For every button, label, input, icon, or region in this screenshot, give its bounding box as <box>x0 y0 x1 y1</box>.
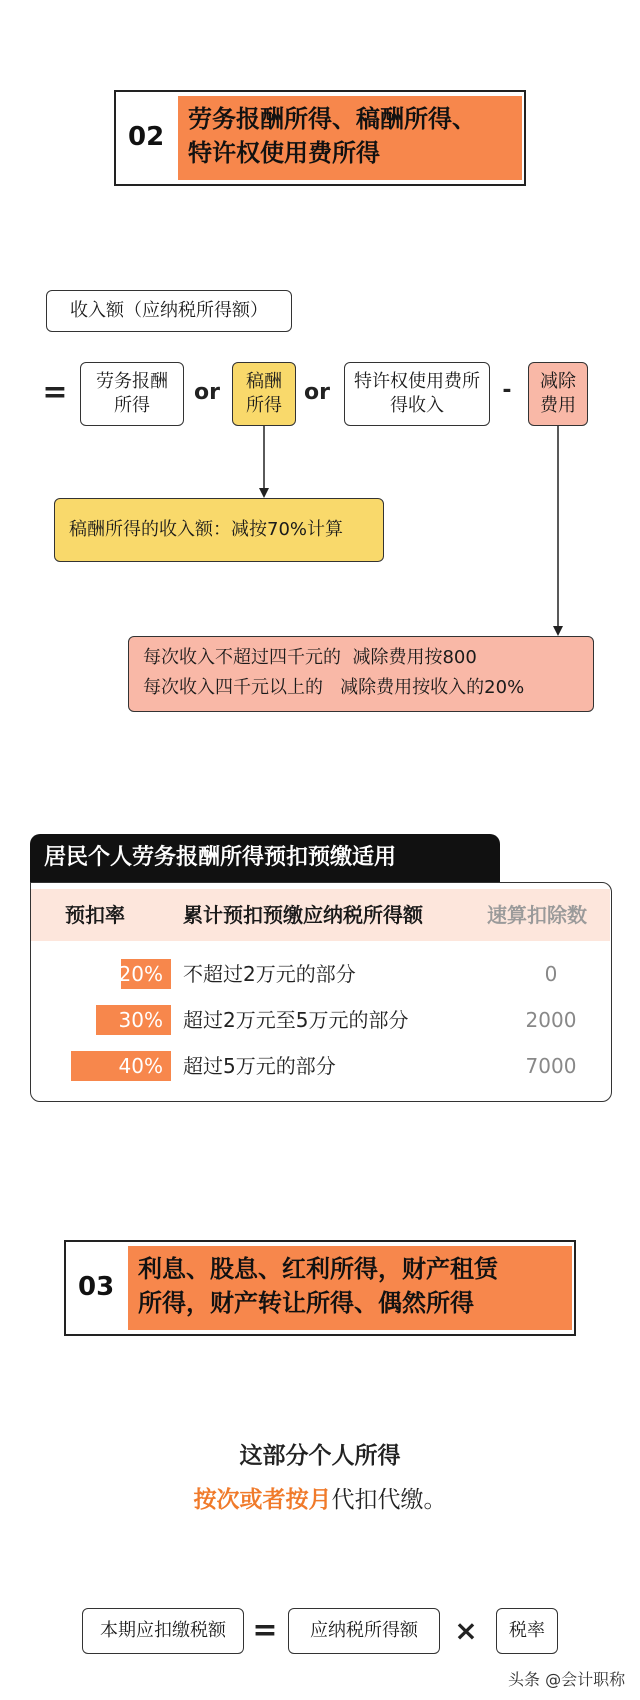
watermark: 头条 @会计职称 <box>508 1670 626 1689</box>
minus-sign: - <box>502 378 512 403</box>
statement <box>0 1434 640 1522</box>
quick-deduction: 2000 <box>525 1008 577 1032</box>
section-02-number: 02 <box>128 122 165 152</box>
rate-value: 30% <box>118 1008 163 1032</box>
labor-income-box <box>80 362 184 426</box>
section-02-title-line1: 劳务报酬所得、稿酬所得、 <box>188 105 476 133</box>
statement-rest: 代扣代缴。 <box>331 1487 447 1513</box>
column-header-deduction: 速算扣除数 <box>487 903 587 927</box>
statement-highlight: 按次或者按月 <box>193 1487 332 1513</box>
statement-line2 <box>0 1478 640 1522</box>
deduction-box <box>528 362 588 426</box>
income-range: 超过2万元至5万元的部分 <box>183 1008 409 1032</box>
section-03-title-line2: 所得，财产转让所得、偶然所得 <box>138 1289 474 1317</box>
income-amount-box: 收入额（应纳税所得额） <box>46 290 292 332</box>
or-1: or <box>194 380 220 405</box>
column-header-rate: 预扣率 <box>65 903 125 927</box>
royalty-note: 稿酬所得的收入额：减按70%计算 <box>54 498 384 562</box>
rate-value: 20% <box>118 962 163 986</box>
rate-value: 40% <box>118 1054 163 1078</box>
equals-sign-2: = <box>252 1613 278 1648</box>
section-03-header <box>64 1240 576 1336</box>
section-03-title-line1: 利息、股息、红利所得，财产租赁 <box>138 1255 498 1283</box>
deduction-note-line2: 每次收入四千元以上的 减除费用按收入的20% <box>143 677 525 698</box>
royalty-income-label: 稿酬所得 <box>246 371 282 416</box>
section-02-header <box>114 90 526 186</box>
deduction-note <box>128 636 594 712</box>
times-sign: × <box>454 1614 478 1647</box>
withholding-tax-box: 本期应扣缴税额 <box>82 1608 244 1654</box>
income-range: 不超过2万元的部分 <box>183 962 356 986</box>
deduction-note-line1: 每次收入不超过四千元的 减除费用按800 <box>143 647 477 668</box>
royalty-income-box <box>232 362 296 426</box>
section-03-number: 03 <box>78 1272 115 1302</box>
tax-rate-box: 税率 <box>496 1608 558 1654</box>
or-2: or <box>304 380 330 405</box>
withholding-table <box>30 882 612 1102</box>
column-header-income: 累计预扣预缴应纳税所得额 <box>183 903 423 927</box>
section-03-title <box>128 1246 572 1330</box>
statement-line1: 这部分个人所得 <box>239 1443 401 1469</box>
section-02-title <box>178 96 522 180</box>
section-02-title-line2: 特许权使用费所得 <box>188 139 380 167</box>
table-header-row <box>31 889 610 941</box>
labor-income-label: 劳务报酬所得 <box>96 371 168 416</box>
table-title: 居民个人劳务报酬所得预扣预缴适用 <box>30 834 500 882</box>
income-range: 超过5万元的部分 <box>183 1054 336 1078</box>
arrow-deduction <box>553 426 563 636</box>
arrow-royalty <box>259 426 269 498</box>
quick-deduction: 0 <box>544 962 558 986</box>
quick-deduction: 7000 <box>525 1054 577 1078</box>
franchise-income-label: 特许权使用费所得收入 <box>354 371 480 416</box>
equals-sign: = <box>42 375 68 410</box>
taxable-income-box: 应纳税所得额 <box>288 1608 440 1654</box>
franchise-income-box <box>344 362 490 426</box>
deduction-label: 减除费用 <box>540 371 576 416</box>
